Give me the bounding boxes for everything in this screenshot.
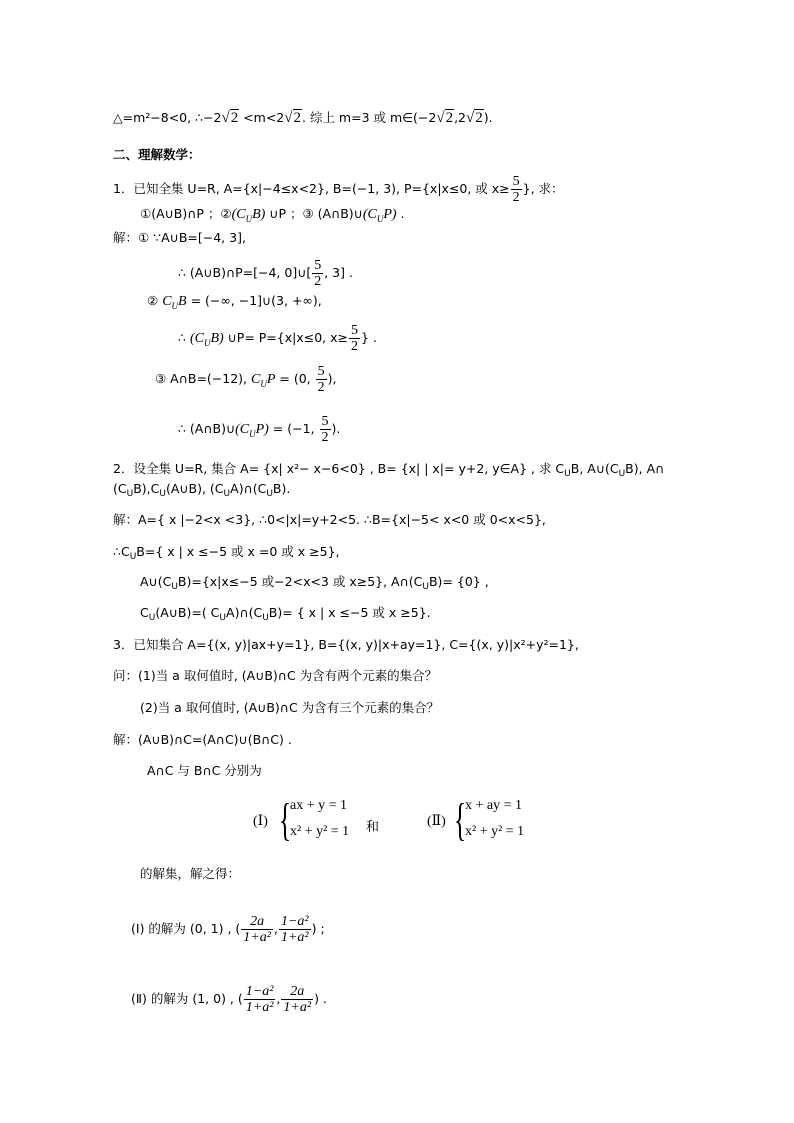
- equation: ax + y = 1: [290, 798, 348, 813]
- question-3-part-2: (2)当 a 取何值时, (A∪B)∩C 为含有三个元素的集合？: [140, 700, 440, 715]
- fraction-5-2: $\frac{5}{2}$: [317, 364, 325, 395]
- subscript-u: U: [266, 489, 273, 499]
- fraction-5-2: $\frac{5}{2}$: [350, 323, 358, 354]
- solution-3-line-3: 的解集，解之得：: [140, 866, 241, 881]
- text: B)= { x | x ≤−5 或 x ≥5}.: [268, 605, 431, 620]
- fraction-5-2: $\frac{5}{2}$: [314, 258, 322, 289]
- subscript-u: U: [618, 469, 626, 479]
- solution-2-line-3: [140, 573, 489, 596]
- question-3: 3．已知集合 A={(x, y)|ax+y=1}, B={(x, y)|x+ay=1}, C={(x, y)|x²+y²=1},: [113, 637, 579, 652]
- subscript-u: U: [262, 613, 269, 623]
- text: ∴ (A∩B)∪: [178, 421, 236, 436]
- text: = (−1,: [268, 421, 319, 436]
- subscript-u: U: [223, 489, 231, 499]
- text: B)={x|x≤−5 或−2<x<3 或 x≥5}, A∩(C: [177, 574, 423, 589]
- text: B={ x | x ≤−5 或 x =0 或 x ≥5},: [136, 544, 340, 559]
- text: <m<2: [239, 110, 285, 125]
- text: B),C: [133, 481, 160, 496]
- complement-cu-p: $(C_UP)$: [362, 207, 397, 224]
- solution-1-step-3: [147, 292, 322, 315]
- text: C: [140, 605, 149, 620]
- subscript-u: U: [126, 489, 134, 499]
- system-label: (Ⅱ): [427, 814, 446, 829]
- text: ∴ (A∪B)∩P=[−4, 0]∪[: [178, 265, 312, 280]
- sqrt-2: √2: [466, 110, 483, 126]
- equation-system-1: [253, 796, 393, 848]
- left-brace-icon: {: [454, 794, 467, 845]
- text: ∪P ；③ (A∩B)∪: [265, 206, 363, 221]
- text: △=m²−8<0, ∴−2: [113, 110, 222, 125]
- solution-3-system-1: (Ⅰ) 的解为 (0, 1) , ( $\frac{2a}{\text{1+a²}}$ , $\frac{\text{1−a²}}{\text{1+a²}}$ ) ;: [131, 914, 325, 945]
- text: ∴C: [113, 544, 130, 559]
- question-1-parts: [140, 205, 405, 228]
- text: }, 求：: [522, 181, 564, 196]
- text: = (−∞, −1]∪(3, +∞),: [186, 293, 322, 308]
- text: ).: [331, 421, 341, 436]
- fraction-5-2: $\frac{5}{2}$: [321, 414, 329, 445]
- text: (C: [113, 481, 127, 496]
- equation-system-2: [427, 796, 557, 848]
- solution-2-line-2: [113, 543, 340, 566]
- complement-cu-p: $C_UP$: [251, 372, 276, 389]
- text: . 综上 m=3 或 m∈(−2: [302, 110, 437, 125]
- complement-cu-b: $C_UB$: [162, 294, 187, 311]
- system-label: (Ⅰ): [253, 814, 268, 829]
- solution-3-system-2: (Ⅱ) 的解为 (1, 0) , ( $\frac{\text{1−a²}}{\text{1+a²}}$ , $\frac{2a}{\text{1+a²}}$ ) .: [131, 984, 327, 1015]
- text: A)∩(C: [226, 605, 263, 620]
- line-discriminant: [113, 109, 493, 127]
- solution-2-line-4: [140, 604, 431, 627]
- question-3-part-1: 问：(1)当 a 取何值时, (A∪B)∩C 为含有两个元素的集合？: [113, 668, 438, 683]
- text: 1．已知全集 U=R, A={x|−4≤x<2}, B=(−1, 3), P={x|x≤0, 或 x≥: [113, 181, 510, 196]
- sqrt-2: √2: [221, 110, 239, 126]
- question-2-line-2: [113, 480, 290, 503]
- solution-1-step-2: [178, 258, 353, 289]
- subscript-u: U: [219, 613, 227, 623]
- text: B)= {0} ,: [428, 574, 489, 589]
- question-1: [113, 174, 564, 205]
- subscript-u: U: [422, 582, 429, 592]
- subscript-u: U: [148, 613, 156, 623]
- sqrt-2: √2: [436, 110, 454, 126]
- text: ,2: [454, 110, 467, 125]
- section-heading: 二、理解数学：: [113, 147, 201, 162]
- solution-1-step-1: 解：① ∵A∪B=[−4, 3],: [113, 230, 246, 245]
- subscript-u: U: [171, 582, 178, 592]
- text: B, A∪(C: [570, 461, 619, 476]
- text: ).: [483, 110, 493, 125]
- text: ),: [327, 371, 337, 386]
- text: (A∪B), (C: [165, 481, 224, 496]
- text: ②: [147, 293, 163, 308]
- text: (Ⅰ) 的解为 (0, 1) , (: [131, 921, 241, 936]
- fraction: $\frac{2a}{\text{1+a²}}$: [243, 914, 271, 945]
- text: ) ;: [311, 921, 325, 936]
- complement-cu-b: $(C_UB)$: [231, 207, 266, 224]
- left-brace-icon: {: [279, 794, 292, 845]
- text: A∪(C: [140, 574, 172, 589]
- fraction: $\frac{2a}{\text{1+a²}}$: [283, 984, 312, 1015]
- text: A)∩(C: [230, 481, 267, 496]
- complement-cu-b: $(C_UB)$: [189, 331, 224, 348]
- solution-3-line-2: A∩C 与 B∩C 分别为: [147, 763, 262, 778]
- text: , 3] .: [324, 265, 353, 280]
- text: B).: [272, 481, 291, 496]
- subscript-u: U: [564, 469, 571, 479]
- solution-2-line-1: 解：A={ x |−2<x <3}, ∴0<|x|=y+2<5. ∴B={x|−5< x<0 或 0<x<5},: [113, 512, 546, 527]
- sqrt-2: √2: [284, 110, 301, 126]
- solution-1-step-6: [178, 414, 340, 445]
- fraction: $\frac{\text{1−a²}}{\text{1+a²}}$: [280, 914, 309, 945]
- equation: x² + y² = 1: [290, 824, 350, 839]
- text: ) .: [314, 991, 327, 1006]
- text: ∪P= P={x|x≤0, x≥: [223, 330, 348, 345]
- text: .: [396, 206, 405, 221]
- text: ③ A∩B=(−12),: [155, 371, 252, 386]
- text: = (0,: [275, 371, 315, 386]
- subscript-u: U: [159, 489, 166, 499]
- text: 2．设全集 U=R, 集合 A= {x| x²− x−6<0} , B= {x| | x|= y+2, y∈A} , 求 C: [113, 461, 565, 476]
- complement-cu-p: $(C_UP)$: [235, 422, 269, 439]
- text: B), A∩: [625, 461, 665, 476]
- equation: x + ay = 1: [465, 798, 523, 813]
- text: (A∪B)=( C: [155, 605, 220, 620]
- text: ∴: [178, 330, 190, 345]
- subscript-u: U: [129, 552, 137, 562]
- solution-3-line-1: 解：(A∪B)∩C=(A∩C)∪(B∩C) .: [113, 732, 292, 747]
- text: (Ⅱ) 的解为 (1, 0) , (: [131, 991, 243, 1006]
- equation: x² + y² = 1: [465, 824, 525, 839]
- fraction: $\frac{\text{1−a²}}{\text{1+a²}}$: [245, 984, 274, 1015]
- fraction-5-2: $\frac{5}{2}$: [512, 174, 520, 205]
- solution-1-step-4: [178, 323, 377, 354]
- text: ①(A∪B)∩P ；②: [140, 206, 232, 221]
- solution-1-step-5: [155, 364, 336, 395]
- text: } .: [360, 330, 377, 345]
- conjunction: 和: [366, 820, 380, 835]
